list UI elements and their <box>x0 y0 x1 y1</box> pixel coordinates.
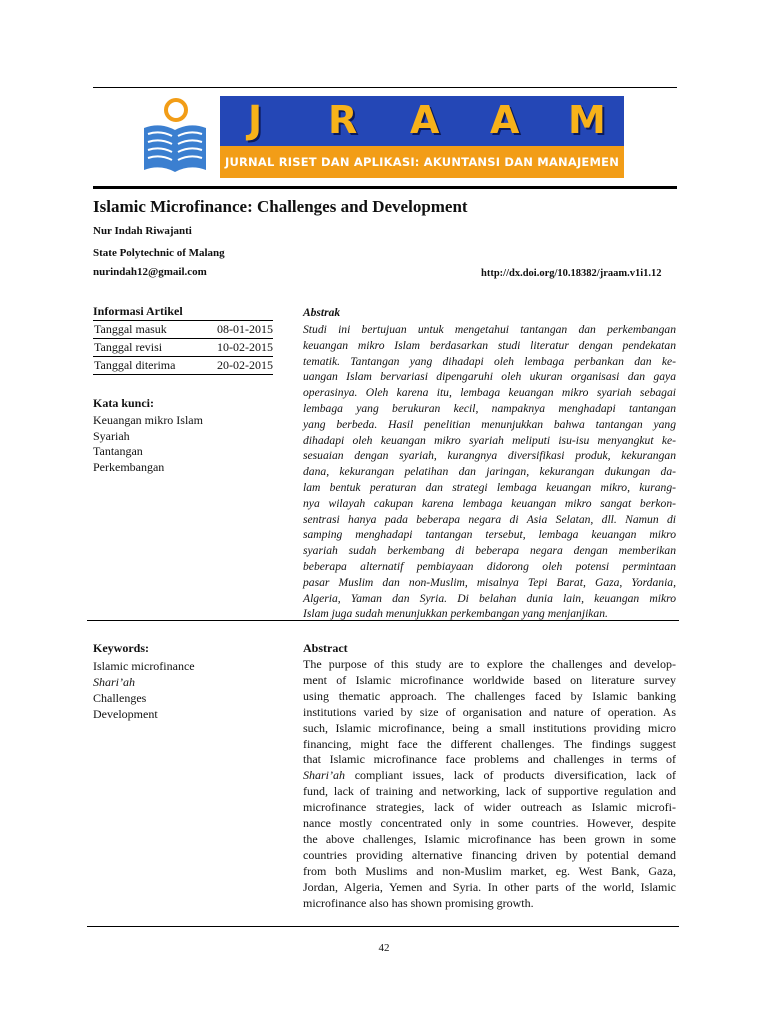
keywords-list <box>93 658 195 722</box>
banner-letter: M <box>568 98 606 142</box>
text-line: Algeria, Yaman dan Syria. Di belahan dunia lain, keuangan mikro <box>303 591 676 605</box>
text-line: using thematic approach. The challenges faced by Islamic banking <box>303 688 676 703</box>
table-row <box>93 321 273 339</box>
list-item: Perkembangan <box>93 459 165 474</box>
text-line: operasinya. Oleh karena itu, lembaga keuangan mikro syariah sebagai <box>303 386 676 400</box>
text-line: that Islamic microfinance face problems and challenges in terms of <box>303 752 676 767</box>
journal-subtitle: JURNAL RISET DAN APLIKASI: AKUNTANSI DAN MANAJEMEN <box>224 155 620 169</box>
banner-letter: A <box>490 98 520 142</box>
author-email[interactable]: nurindah12@gmail.com <box>93 266 207 278</box>
bottom-rule <box>87 926 679 927</box>
author-affiliation: State Polytechnic of Malang <box>93 247 225 259</box>
text-line: nya wilayah cakupan karena lembaga keuangan mikro sangat berkon- <box>303 496 676 510</box>
text-line: yang berbeda. Hasil penelitian menunjukkan bahwa tantangan yang <box>303 417 676 431</box>
banner-letter: J <box>248 98 263 142</box>
article-title: Islamic Microfinance: Challenges and Development <box>93 197 468 216</box>
text-line: dana, kekurangan pelatihan dan jaringan, kekurangan dukungan da- <box>303 465 676 479</box>
list-item: Challenges <box>93 691 147 705</box>
text-line-last: microfinance also has shown promising growth. <box>303 895 534 910</box>
text-line: The purpose of this study are to explore the challenges and develop- <box>303 657 676 671</box>
page-number: 42 <box>378 942 390 954</box>
text-line: the above challenges, Islamic microfinance has been grown in some <box>303 831 676 846</box>
top-rule <box>93 87 677 88</box>
list-item: Islamic microfinance <box>93 659 195 673</box>
text-line: financing, might face the different challenges. The findings suggest <box>303 736 676 751</box>
doi-link[interactable]: http://dx.doi.org/10.18382/jraam.v1i1.12 <box>481 268 662 279</box>
text-line: microfinance strategies, lack of wider outreach as Islamic microfi- <box>303 800 676 815</box>
info-value: 08-01-2015 <box>217 322 273 336</box>
text-line-last: Islam juga sudah menunjukkan perkembangan yang menjanjikan. <box>303 607 608 621</box>
journal-banner <box>220 96 624 178</box>
info-value: 10-02-2015 <box>217 340 273 354</box>
text-line: ment of Islamic microfinance worldwide based on literature survey <box>303 672 676 687</box>
list-item: Shari’ah <box>93 675 135 689</box>
list-item: Keuangan mikro Islam <box>93 413 203 427</box>
list-item: Tantangan <box>93 444 143 458</box>
info-label: Tanggal diterima <box>94 358 176 372</box>
kata-kunci-heading: Kata kunci: <box>93 396 155 410</box>
text-line: keuangan mikro Islam berdasarkan studi literatur dengan pendekatan <box>303 338 676 352</box>
table-row <box>93 357 273 375</box>
banner-letter: A <box>410 98 440 142</box>
text-line: institutions varied by size of organisation and nature of operation. As <box>303 704 676 719</box>
article-info-table <box>93 303 273 375</box>
text-line: fund, lack of training and networking, lack of supportive regulation and <box>303 784 676 799</box>
text-line: sesuaian dengan syariah, kurangnya diversifikasi produk, kekurangan <box>303 449 676 463</box>
list-item: Syariah <box>93 428 130 443</box>
table-row <box>93 339 273 357</box>
info-heading: Informasi Artikel <box>93 303 273 321</box>
info-label: Tanggal masuk <box>94 322 167 336</box>
text-line: lembaga yang berukuran kecil, nampaknya menghadapi tantangan <box>303 401 676 415</box>
kata-kunci-list <box>93 413 203 475</box>
text-line: from both Muslims and non-Muslim market, eg. West Bank, Gaza, <box>303 863 676 878</box>
section-rule <box>87 620 679 621</box>
text-line: sentrasi hanya pada beberapa negara di Asia Selatan, dll. Namun di <box>303 512 676 526</box>
banner-subtitle-strip <box>220 146 624 178</box>
text-line: Studi ini bertujuan untuk mengetahui tantangan dan perkembangan <box>303 323 676 336</box>
book-reader-logo-icon <box>136 96 214 176</box>
text-line: dihadapi oleh keuangan mikro syariah meliputi isu-isu menyangkut ke- <box>303 433 676 447</box>
keywords-heading: Keywords: <box>93 641 149 655</box>
info-label: Tanggal revisi <box>94 340 163 354</box>
text-line: beberapa alternatif pembiayaan didorong oleh potensi permintaan <box>303 559 676 573</box>
text-line: pasar Muslim dan non-Muslim, misalnya Tepi Barat, Gaza, Yordania, <box>303 575 676 589</box>
list-item: Development <box>93 707 158 721</box>
italic-term: Shari’ah <box>303 768 345 783</box>
text-line: tematik. Tantangan yang dihadapi oleh lembaga perbankan dan ke- <box>303 354 676 368</box>
text-line: syariah sudah berkembang di beberapa negara dengan memberikan <box>303 544 676 558</box>
abstract-heading: Abstract <box>303 641 348 655</box>
banner-letter: R <box>328 98 358 142</box>
text-line: samping menghadapi tantangan tersebut, lembaga keuangan mikro <box>303 528 676 542</box>
text-line: countries providing alternative financing driven by potential demand <box>303 847 676 862</box>
text-line: Jordan, Algeria, Yemen and Syria. In other parts of the world, Islamic <box>303 879 676 894</box>
info-value: 20-02-2015 <box>217 358 273 372</box>
text-line: lam bentuk peraturan dan strategi lembaga keuangan mikro, kurang- <box>303 480 676 494</box>
text-line: uangan Islam bervariasi dipengaruhi oleh ukuran organisasi dan gaya <box>303 370 676 384</box>
text-line: such, Islamic microfinance, being a small institutions providing micro <box>303 720 676 735</box>
text-line: nance mostly concentrated only in some countries. However, despite <box>303 816 676 831</box>
header-rule <box>93 186 677 189</box>
abstrak-body <box>303 322 676 622</box>
author-name: Nur Indah Riwajanti <box>93 225 192 237</box>
text-line: Shari’ah compliant issues, lack of products diversification, lack of <box>303 768 676 783</box>
abstrak-heading: Abstrak <box>303 307 341 319</box>
abstract-body <box>303 657 676 912</box>
